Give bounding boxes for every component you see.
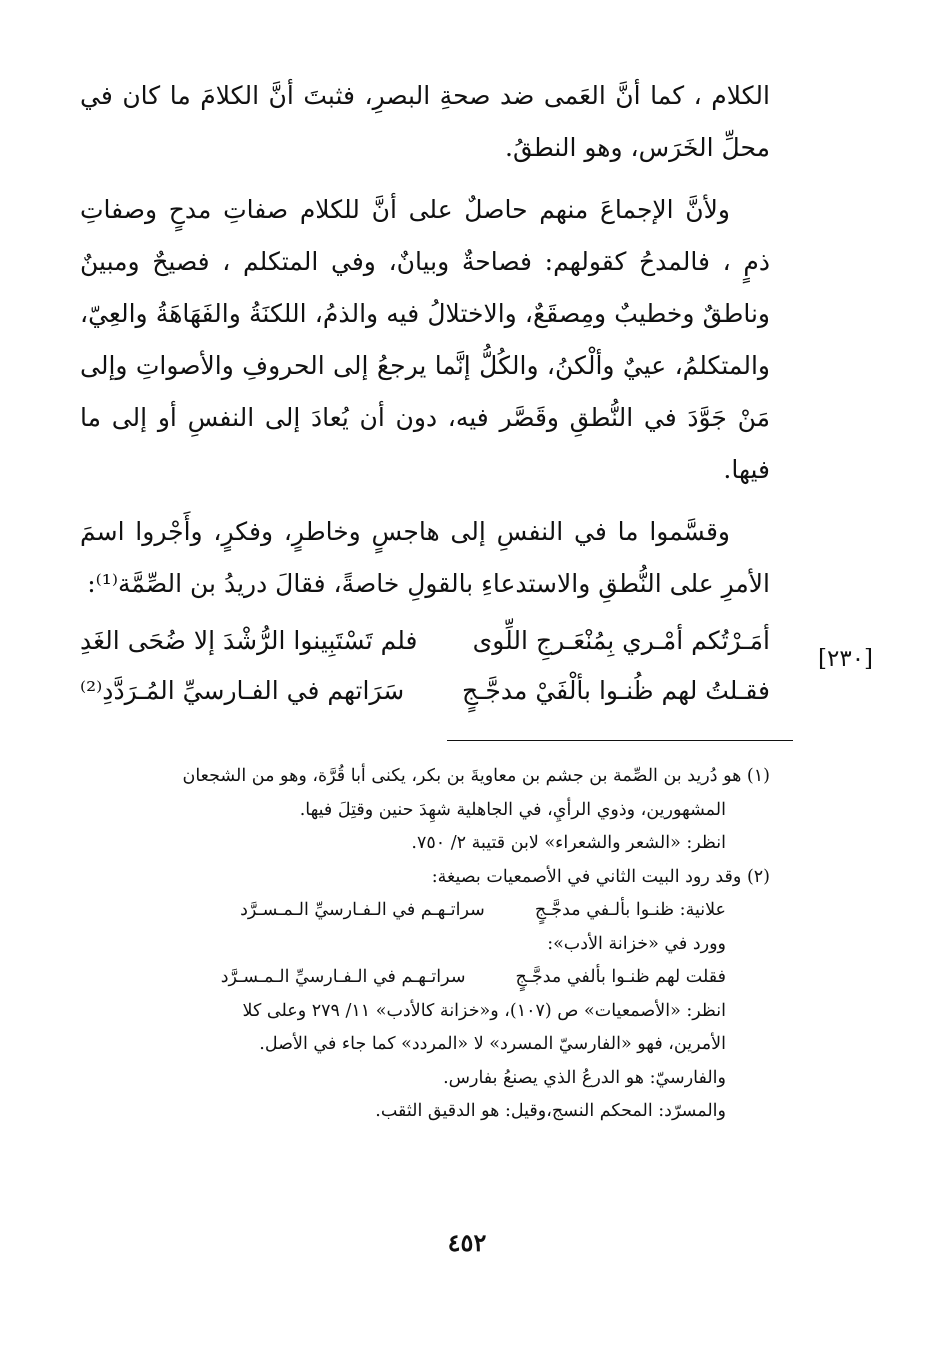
footnote-1-line-1: (١) هو دُريد بن الصِّمة بن جشم بن معاويةَ بن بكر، يكنى أبا قُرَّة، وهو من الشجعان bbox=[182, 766, 770, 786]
margin-page-reference: [٢٣٠] bbox=[818, 646, 874, 672]
main-text bbox=[80, 70, 770, 716]
paragraph-2: ولأنَّ الإجماعَ منهم حاصلٌ على أنَّ للكلام صفاتِ مدحٍ وصفاتِ ذمٍ ، فالمدحُ كقولهم: فصاحةٌ وبيانٌ، وفي المتكلم ، فصيحٌ ومبينٌ وناطقٌ وخطيبٌ ومِصقَعٌ، والاختلالُ فيه والذمُ، اللكنَةُ والفَهَاهَةُ والعِيّ، والمتكلمُ، عييٌ وألْكنُ، والكُلُّ إنَّما يرجعُ إلى الحروفِ والأصواتِ وإلى مَنْ جَوَّدَ في النُّطقِ وقَصَّر فيه، دون أن يُعادَ إلى النفسِ أو إلى ما فيها. bbox=[80, 195, 770, 484]
verse-1-second-hemistich: فلم تَسْتَبِينوا الرُّشْدَ إلا ضُحَى الغَدِ bbox=[80, 626, 418, 655]
footnote-2-line-5: والفارسيّ: هو الدرعُ الذي يصنعُ بفارس. bbox=[443, 1067, 726, 1088]
footnote-2-line-4: الأمرين، فهو «الفارسيّ المسرد» لا «المردد» كما جاء في الأصل. bbox=[259, 1034, 726, 1054]
footnote-1-line-3: انظر: «الشعر والشعراء» لابن قتيبة ٢/ ٧٥٠. bbox=[411, 833, 726, 853]
footnote-2-verse-2-first: فقلت لهم ظنـوا بألفي مدجَّـجٍ bbox=[515, 967, 726, 987]
footnote-1-line-2: المشهورين، وذوي الرأيِ، في الجاهلية شهِدَ حنين وقتِلَ فيها. bbox=[299, 799, 726, 820]
page-number: ٤٥٢ bbox=[447, 1228, 487, 1257]
poem-verses bbox=[80, 616, 770, 716]
verse-2-first-hemistich: فقـلتُ لهم ظُنـوا بألْفَيْ مدجَّـجٍ bbox=[461, 676, 770, 705]
verse-line-2 bbox=[80, 666, 770, 716]
footnote-2-verse-2-second: سراتـهـم في الـفـارسيِّ الـمـسـرَّد bbox=[220, 967, 466, 987]
verse-line-1 bbox=[80, 616, 770, 666]
footnote-2-line-2: وورد في «خزانة الأدب»: bbox=[547, 933, 726, 954]
paragraph-3: وقسَّموا ما في النفسِ إلى هاجسٍ وخاطرٍ، وفكرٍ، وأَجْروا اسمَ الأمرِ على النُّطقِ والاستدعاءِ بالقولِ خاصةً، فقالَ دريدُ بن الصِّمَّة⁽¹⁾: bbox=[80, 517, 770, 598]
footnote-2-verse-1 bbox=[80, 894, 770, 928]
footnotes bbox=[80, 760, 770, 1129]
footnote-2-line-3: انظر: «الأصمعيات» ص (١٠٧)، و«خزانة كالأدب» ١١/ ٢٧٩ وعلى كلا bbox=[242, 1000, 726, 1021]
footnote-2-line-6: والمسرّد: المحكم النسج،وقيل: هو الدقيق الثقب. bbox=[375, 1101, 726, 1121]
verse-2-second-hemistich: سَرَاتهم في الفـارسيِّ المُـرَدَّدِ⁽²⁾ bbox=[80, 676, 405, 705]
footnote-2-verse-2 bbox=[80, 961, 770, 995]
footnote-2-verse-1-first: علانية: ظنـوا بألـفي مدجَّـجٍ bbox=[534, 900, 726, 920]
paragraph-1: الكلام ، كما أنَّ العَمى ضد صحةِ البصرِ، فثبتَ أنَّ الكلامَ ما كان في محلِّ الخَرَس، وهو النطقُ. bbox=[80, 81, 770, 162]
footnote-2-line-1: (٢) وقد رود البيت الثاني في الأصمعيات بصيغة: bbox=[431, 866, 770, 887]
footnote-separator bbox=[447, 740, 793, 741]
footnote-2-verse-1-second: سراتـهـم في الـفـارسيِّ الـمـسـرَّد bbox=[240, 900, 485, 920]
verse-1-first-hemistich: أمَـرْتُكم أمْـري بِمُنْعَـرجِ اللِّوى bbox=[472, 626, 770, 655]
